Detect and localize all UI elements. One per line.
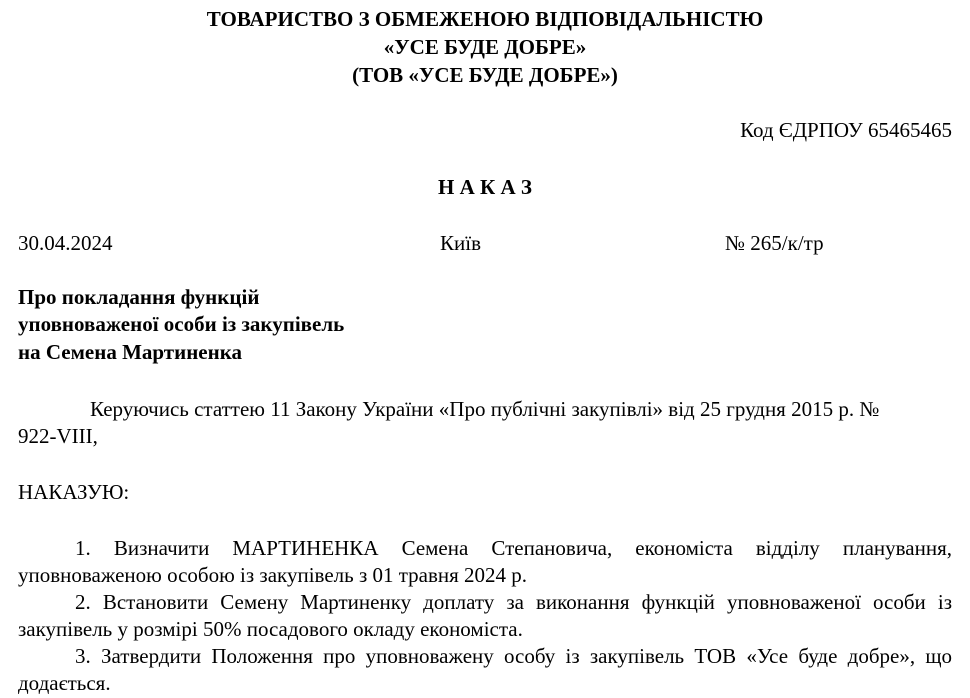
company-short-name: (ТОВ «УСЕ БУДЕ ДОБРЕ») (352, 63, 618, 87)
company-name-line2: «УСЕ БУДЕ ДОБРЕ» (383, 35, 587, 59)
order-number: № 265/к/тр (725, 231, 824, 255)
preamble-paragraph: Керуючись статтею 11 Закону України «Про публічні закупівлі» від 25 грудня 2015 р. № 922-VIII, (18, 397, 880, 448)
order-date: 30.04.2024 (18, 231, 113, 255)
order-city: Київ (440, 231, 481, 255)
subject-line-3: на Семена Мартиненка (18, 340, 243, 364)
order-heading: НАКАЗУЮ: (18, 480, 130, 504)
document-type-title: Н А К А З (438, 175, 532, 199)
order-item-3: 3. Затвердити Положення про уповноважену особу із закупівель ТОВ «Усе буде добре», що додається. (18, 644, 952, 695)
edrpou-code: Код ЄДРПОУ 65465465 (740, 118, 952, 142)
order-item-1: 1. Визначити МАРТИНЕНКА Семена Степановича, економіста відділу планування, уповноваженою особою із закупівель з 01 травня 2024 р. (18, 536, 952, 587)
subject-line-2: уповноваженої особи із закупівель (18, 312, 345, 336)
order-item-2: 2. Встановити Семену Мартиненку доплату за виконання функцій уповноваженої особи із закупівель у розмірі 50% посадового окладу економіста. (18, 590, 952, 641)
subject-line-1: Про покладання функцій (18, 285, 260, 309)
company-name-line1: ТОВАРИСТВО З ОБМЕЖЕНОЮ ВІДПОВІДАЛЬНІСТЮ (206, 7, 764, 31)
